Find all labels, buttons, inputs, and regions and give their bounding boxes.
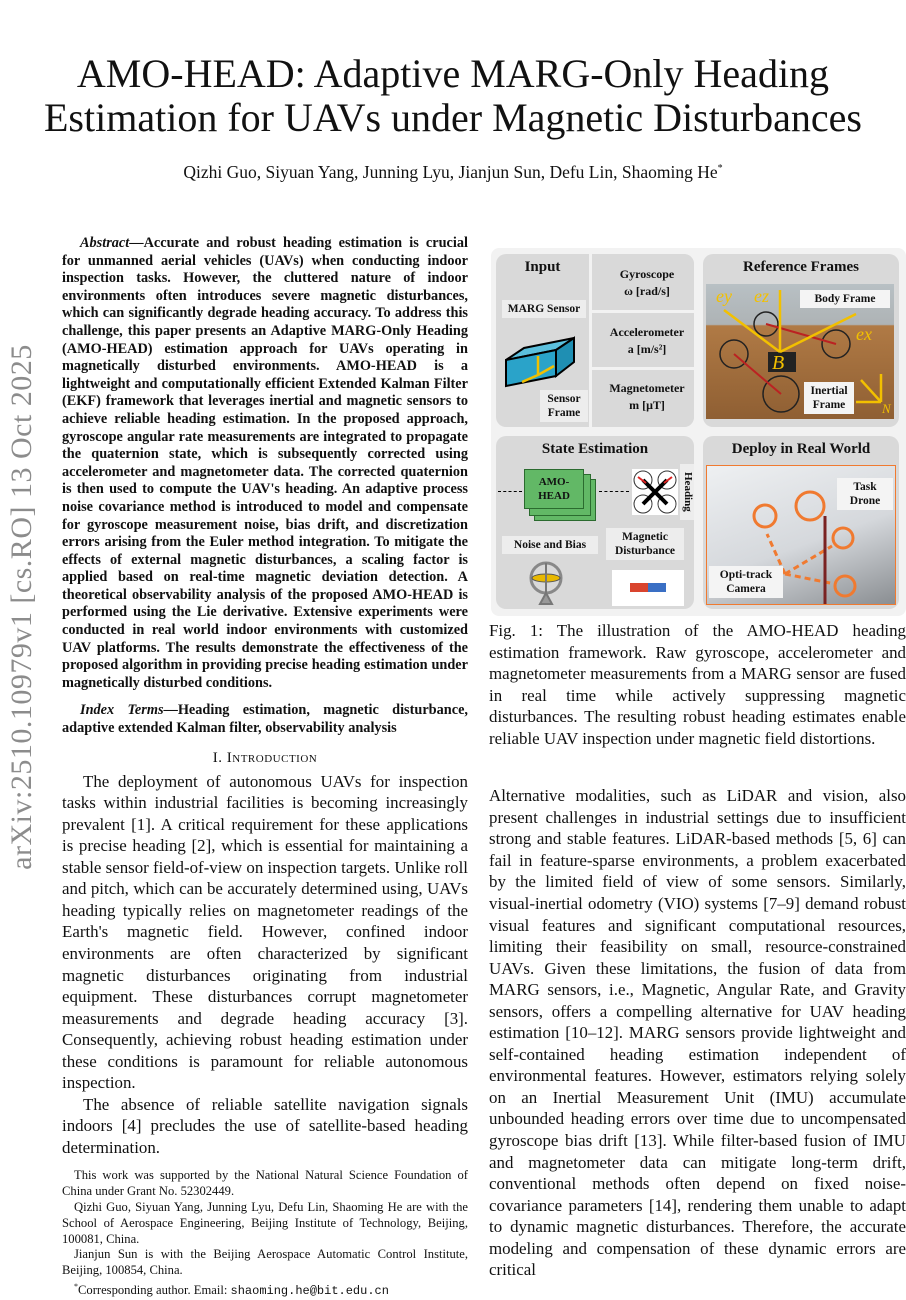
magnetometer-cell (593, 370, 694, 427)
abstract-label: Abstract (80, 235, 130, 251)
arxiv-stamp: arXiv:2510.10979v1 [cs.RO] 13 Oct 2025 (5, 344, 38, 870)
footnote-funding: This work was supported by the National Natural Science Foundation of China under Grant No. 52302449. (62, 1168, 468, 1199)
state-estimation-panel (496, 436, 694, 609)
email-link[interactable]: shaoming.he@bit.edu.cn (230, 1284, 389, 1299)
north-label: N (882, 401, 891, 416)
heading-label: Heading (680, 464, 694, 520)
index-terms-text: —Heading estimation, magnetic disturbance, adaptive extended Kalman filter, observability analysis (62, 702, 468, 737)
introduction-body (62, 771, 468, 1159)
figure-1 (491, 248, 906, 616)
author-list: Qizhi Guo, Siyuan Yang, Junning Lyu, Jianjun Sun, Defu Lin, Shaoming He (183, 162, 718, 182)
right-column-body (489, 785, 906, 1281)
input-arrow (498, 491, 522, 492)
title-line-2: Estimation for UAVs under Magnetic Disturbances (44, 95, 862, 140)
authors (0, 162, 906, 183)
gyroscope-label: Gyroscope (619, 267, 675, 281)
marg-sensor-label: MARG Sensor (502, 300, 586, 318)
quadrotor-icon (632, 469, 678, 515)
ez-axis-label: ez (754, 286, 769, 306)
intro-paragraph-1: The deployment of autonomous UAVs for inspection tasks within industrial facilities is becoming increasingly prevalent [1]. A critical requirement for these applications is precise heading [2], which is essential for maintaining a stable sensor field-of-view on inspection targets. Unlike roll and pitch, which can be accurately determined using, UAVs heading typically relies on magnetometer readings of the Earth's magnetic field. However, confined indoor environments are often characterized by significant magnetic disturbances originating from industrial equipment. These disturbances corrupt magnetometer measurements and degrade heading accuracy [3]. Consequently, achieving robust heading estimation under these conditions is paramount for reliable autonomous inspection. (62, 771, 468, 1093)
paper-title (0, 52, 906, 140)
amo-head-block: AMO-HEAD (524, 469, 584, 509)
footnotes (62, 1158, 468, 1300)
magnetic-disturbance-label: Magnetic Disturbance (606, 528, 684, 560)
right-column-paragraph: Alternative modalities, such as LiDAR and vision, also present challenges in industrial settings due to insufficient strong and stable features. LiDAR-based methods [5, 6] can fail in feature-sparse environments, a problem exacerbated by the limited field of view of some sensors. Similarly, visual-inertial odometry (VIO) systems [7–9] demand robust visual features and significant computational resources, limiting their feasibility on small, resource-constrained UAVs. Given these limitations, the fusion of data from MARG sensors, i.e., Magnetic, Angular Rate, and Gravity sensors, offers a compelling alternative for UAV heading estimation [10–12]. MARG sensors provide lightweight and self-contained heading estimation independent of environmental features. However, estimators relying solely on an Inertial Measurement Unit (IMU) accumulate unbounded heading errors over time due to uncompensated gyroscope bias drift [13]. While filter-based fusion of IMU and magnetometer data can mitigate long-term drift, conventional methods often depend on fixed noise-covariance parameters [14], rendering them unable to adapt to dynamic magnetic disturbances. Therefore, the accurate modeling and compensation of these dynamic errors are critical (489, 786, 906, 1280)
footnote-affiliation-2: Jianjun Sun is with the Beijing Aerospace Automatic Control Institute, Beijing, 100854, China. (62, 1247, 468, 1278)
deploy-title: Deploy in Real World (731, 441, 871, 457)
optitrack-camera-label: Opti-track Camera (709, 566, 783, 598)
body-frame-label: Body Frame (800, 290, 890, 308)
right-column (489, 620, 906, 1281)
index-terms (62, 702, 468, 737)
footnote-mark: * (74, 1282, 78, 1292)
sensor-frame-label: Sensor Frame (540, 390, 588, 422)
gyroscope-unit: ω [rad/s] (624, 284, 670, 298)
drone-photo (706, 284, 894, 419)
figure-1-caption: Fig. 1: The illustration of the AMO-HEAD heading estimation framework. Raw gyroscope, accelerometer and magnetometer measurements from a MARG sensor are fused in real time while actively suppressing magnetic disturbances. The resulting robust heading estimates enable reliable UAV inspection under magnetic field distortions. (489, 621, 906, 748)
noise-bias-label: Noise and Bias (502, 536, 598, 554)
footnote-affiliation-1: Qizhi Guo, Siyuan Yang, Junning Lyu, Defu Lin, Shaoming He are with the School of Aerospace Engineering, Beijing Institute of Technology, Beijing, 100081, China. (62, 1200, 468, 1246)
footnote-corresponding: Corresponding author. Email: (78, 1283, 231, 1298)
output-arrow (599, 491, 629, 492)
reference-frames-panel (703, 254, 899, 427)
ex-axis-label: ex (856, 324, 872, 344)
magnetometer-unit: m [μT] (629, 398, 665, 412)
section-heading-introduction: I. Introduction (212, 749, 318, 766)
corresponding-mark: * (717, 163, 723, 175)
title-line-1: AMO-HEAD: Adaptive MARG-Only Heading (76, 51, 830, 96)
accelerometer-cell (593, 313, 694, 367)
deploy-panel (703, 436, 899, 609)
reference-frames-title: Reference Frames (743, 259, 859, 275)
state-estimation-title: State Estimation (541, 441, 649, 457)
left-column (62, 235, 468, 1300)
intro-paragraph-2: The absence of reliable satellite navigation signals indoors [4] precludes the use of satellite-based heading determination. (62, 1094, 468, 1157)
input-panel (496, 254, 694, 427)
deployment-photo (706, 465, 896, 605)
input-title: Input (524, 259, 561, 275)
magnetometer-label: Magnetometer (609, 381, 685, 395)
abstract (62, 235, 468, 692)
body-origin-label: B (772, 352, 785, 374)
ey-axis-label: ey (716, 286, 732, 306)
accelerometer-unit: a [m/s²] (627, 342, 667, 356)
index-terms-label: Index Terms (80, 702, 164, 719)
abstract-text: —Accurate and robust heading estimation is crucial for unmanned aerial vehicles (UAVs) when conducting indoor inspection tasks. However, the cluttered nature of indoor environments often introduces severe magnetic disturbances, which can significantly degrade heading accuracy. To address this challenge, this paper presents an Adaptive MARG-Only Heading (AMO-HEAD) estimation approach for UAVs operating in magnetically disturbed environments. AMO-HEAD is a lightweight and computationally efficient Extended Kalman Filter (EKF) framework that leverages inertial and magnetic sensors to achieve reliable heading estimation. In the proposed approach, gyroscope angular rate measurements are integrated to propagate the quaternion state, which is subsequently corrected using accelerometer and magnetometer data. The corrected quaternion is then used to compute the UAV's heading. An adaptive process noise covariance method is introduced to model and compensate for gyroscope measurement noise, bias drift, and discretization errors arising from the Euler method integration. To mitigate the effects of external magnetic disturbances, a scaling factor is applied based on real-time magnetic deviation detection. A theoretical observability analysis of the proposed AMO-HEAD is performed using the Lie derivative. Extensive experiments were conducted in real world indoor environments with customized UAV platforms. The results demonstrate the effectiveness of the proposed algorithm in providing precise heading estimation under magnetically disturbed conditions. (62, 235, 468, 691)
task-drone-label: Task Drone (837, 478, 893, 510)
magnet-field-graphic (612, 570, 684, 606)
inertial-frame-label: Inertial Frame (804, 382, 854, 414)
sensor-box-icon (504, 330, 579, 390)
accelerometer-label: Accelerometer (609, 325, 685, 339)
gyroscope-cell (593, 254, 694, 310)
gyroscope-icon (526, 560, 566, 606)
